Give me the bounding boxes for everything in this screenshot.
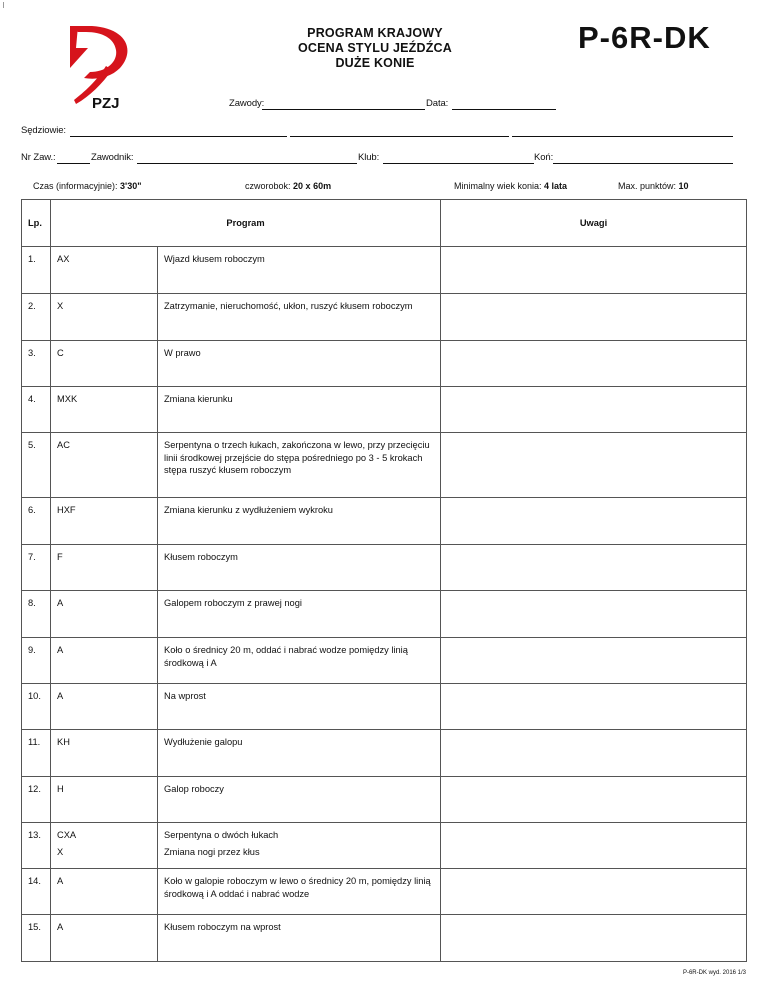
row-remarks-field[interactable] <box>441 823 747 869</box>
row-place-text: AX <box>57 254 70 264</box>
table-row <box>22 777 747 823</box>
row-place-text: C <box>57 348 64 358</box>
sedziowie-label: Sędziowie: <box>21 125 66 136</box>
row-movement <box>158 591 441 638</box>
row-remarks-field[interactable] <box>441 247 747 294</box>
row-movement-text: Zmiana kierunku z wydłużeniem wykroku <box>164 505 333 515</box>
nr-zaw-label: Nr Zaw.: <box>21 152 56 163</box>
row-remarks-field[interactable] <box>441 591 747 638</box>
title-line-3: DUŻE KONIE <box>335 56 415 70</box>
row-number <box>22 498 51 545</box>
footer-text: P-6R-DK wyd. 2016 1/3 <box>682 970 746 976</box>
row-remarks-field[interactable] <box>441 387 747 433</box>
row-place-text: KH <box>57 737 70 747</box>
row-number-text: 3. <box>28 348 36 358</box>
table-row <box>22 591 747 638</box>
row-place <box>51 869 158 915</box>
row-number <box>22 545 51 591</box>
row-remarks-field[interactable] <box>441 498 747 545</box>
row-number-text: 8. <box>28 598 36 608</box>
test-code: P-6R-DK <box>578 20 711 55</box>
row-movement <box>158 730 441 777</box>
nr-zaw-field[interactable] <box>57 153 90 164</box>
row-movement <box>158 247 441 294</box>
row-movement <box>158 545 441 591</box>
row-place <box>51 915 158 962</box>
corner-mark <box>3 2 4 8</box>
row-number-text: 5. <box>28 440 36 450</box>
row-movement-text: Koło o średnicy 20 m, oddać i nabrać wodze pomiędzy linią środkową i A <box>164 645 408 668</box>
table-row <box>22 341 747 387</box>
row-place <box>51 823 158 869</box>
row-movement-text: Zmiana kierunku <box>164 394 233 404</box>
row-movement-text: W prawo <box>164 348 201 358</box>
row-movement-text: Na wprost <box>164 691 206 701</box>
row-movement-text: Galopem roboczym z prawej nogi <box>164 598 302 608</box>
row-movement-text: Galop roboczy <box>164 784 224 794</box>
row-place <box>51 433 158 498</box>
row-number-text: 1. <box>28 254 36 264</box>
row-number <box>22 730 51 777</box>
czworobok-info: czworobok: 20 x 60m <box>245 181 332 191</box>
kon-label: Koń: <box>534 152 554 163</box>
zawody-label: Zawody: <box>229 98 265 109</box>
title-line-2: OCENA STYLU JEŹDŹCA <box>297 41 453 55</box>
row-remarks-field[interactable] <box>441 915 747 962</box>
row-place-text: MXK <box>57 394 78 404</box>
row-movement <box>158 387 441 433</box>
row-number <box>22 341 51 387</box>
row-place <box>51 545 158 591</box>
row-remarks-field[interactable] <box>441 777 747 823</box>
row-remarks-field[interactable] <box>441 341 747 387</box>
row-number <box>22 247 51 294</box>
row-number <box>22 638 51 684</box>
row-movement-text: Serpentyna o trzech łukach, zakończona w lewo, przy przecięciu linii środkowej przejście do stępa pośredniego po 3 - 5 krokach stępa ruszyć kłusem roboczym <box>164 440 430 475</box>
row-remarks-field[interactable] <box>441 433 747 498</box>
row-place <box>51 247 158 294</box>
row-remarks-field[interactable] <box>441 730 747 777</box>
min-age-info: Minimalny wiek konia: 4 lata <box>454 181 568 191</box>
row-place-text: A <box>57 922 64 932</box>
row-movement <box>158 777 441 823</box>
row-number <box>22 823 51 869</box>
row-number-text: 7. <box>28 552 36 562</box>
zawody-field[interactable] <box>262 99 425 110</box>
row-movement <box>158 823 441 869</box>
row-number-text: 4. <box>28 394 36 404</box>
sedzia-3-field[interactable] <box>512 126 733 137</box>
table-row <box>22 638 747 684</box>
program-table <box>21 199 747 962</box>
row-movement <box>158 869 441 915</box>
table-row <box>22 823 747 869</box>
row-movement-text: Wjazd kłusem roboczym <box>164 254 265 264</box>
row-movement-text: Koło w galopie roboczym w lewo o średnicy 20 m, pomiędzy linią środkową i A oddać i nabrać wodze <box>164 876 431 899</box>
kon-field[interactable] <box>553 153 733 164</box>
row-number-text: 6. <box>28 505 36 515</box>
title-line-1: PROGRAM KRAJOWY <box>307 26 443 40</box>
row-movement <box>158 433 441 498</box>
row-place-text: X <box>57 301 64 311</box>
row-movement-text: Serpentyna o dwóch łukach <box>164 830 279 840</box>
table-row <box>22 730 747 777</box>
row-place <box>51 730 158 777</box>
row-place <box>51 684 158 730</box>
logo-text: PZJ <box>92 95 120 112</box>
row-remarks-field[interactable] <box>441 545 747 591</box>
row-movement-text: Kłusem roboczym <box>164 552 238 562</box>
table-row <box>22 247 747 294</box>
table-header-row <box>22 200 747 247</box>
row-place-text: AC <box>57 440 70 450</box>
zawodnik-field[interactable] <box>137 153 357 164</box>
pzj-logo-icon <box>62 22 140 114</box>
document-title <box>255 26 495 71</box>
row-movement-text-2: Zmiana nogi przez kłus <box>164 846 260 857</box>
row-place-text: A <box>57 876 64 886</box>
row-number <box>22 591 51 638</box>
data-label: Data: <box>426 98 449 109</box>
row-place <box>51 498 158 545</box>
zawodnik-label: Zawodnik: <box>91 152 134 163</box>
row-movement-text: Zatrzymanie, nieruchomość, ukłon, ruszyć kłusem roboczym <box>164 301 413 311</box>
table-row <box>22 433 747 498</box>
sedzia-1-field[interactable] <box>70 126 287 137</box>
row-number-text: 12. <box>28 784 41 794</box>
klub-field[interactable] <box>383 153 534 164</box>
row-movement <box>158 294 441 341</box>
row-place <box>51 387 158 433</box>
row-place-text: CXA <box>57 830 77 840</box>
row-remarks-field[interactable] <box>441 638 747 684</box>
row-remarks-field[interactable] <box>441 869 747 915</box>
czas-info: Czas (informacyjnie): 3'30" <box>33 181 142 191</box>
row-place-text: H <box>57 784 64 794</box>
row-number <box>22 869 51 915</box>
row-number <box>22 433 51 498</box>
row-place <box>51 638 158 684</box>
row-number-text: 13. <box>28 830 41 840</box>
row-movement <box>158 341 441 387</box>
table-row <box>22 387 747 433</box>
row-number-text: 11. <box>28 737 41 747</box>
row-place-text: A <box>57 645 64 655</box>
row-number-text: 2. <box>28 301 36 311</box>
header-uwagi: Uwagi <box>441 200 747 247</box>
table-row <box>22 915 747 962</box>
row-number <box>22 777 51 823</box>
row-place <box>51 777 158 823</box>
row-movement <box>158 915 441 962</box>
row-number <box>22 684 51 730</box>
header-lp: Lp. <box>22 200 51 247</box>
table-row <box>22 498 747 545</box>
table-row <box>22 869 747 915</box>
row-number-text: 10. <box>28 691 41 701</box>
row-remarks-field[interactable] <box>441 684 747 730</box>
row-place-text-2: X <box>57 846 64 857</box>
row-number <box>22 915 51 962</box>
klub-label: Klub: <box>358 152 380 163</box>
row-place-text: A <box>57 691 64 701</box>
row-place <box>51 591 158 638</box>
row-number <box>22 387 51 433</box>
row-number-text: 9. <box>28 645 36 655</box>
row-number-text: 15. <box>28 922 41 932</box>
table-row <box>22 294 747 341</box>
row-movement-text: Wydłużenie galopu <box>164 737 243 747</box>
row-place-text: F <box>57 552 63 562</box>
row-movement <box>158 684 441 730</box>
header-program: Program <box>51 200 441 247</box>
max-points-info: Max. punktów: 10 <box>618 181 689 191</box>
row-place-text: HXF <box>57 505 76 515</box>
row-place <box>51 294 158 341</box>
row-number <box>22 294 51 341</box>
row-movement <box>158 638 441 684</box>
row-place-text: A <box>57 598 64 608</box>
table-row <box>22 545 747 591</box>
row-movement <box>158 498 441 545</box>
table-row <box>22 684 747 730</box>
row-movement-text: Kłusem roboczym na wprost <box>164 922 281 932</box>
pzj-logo <box>62 22 140 114</box>
row-place <box>51 341 158 387</box>
row-remarks-field[interactable] <box>441 294 747 341</box>
sedzia-2-field[interactable] <box>290 126 509 137</box>
row-number-text: 14. <box>28 876 41 886</box>
data-field[interactable] <box>452 99 556 110</box>
